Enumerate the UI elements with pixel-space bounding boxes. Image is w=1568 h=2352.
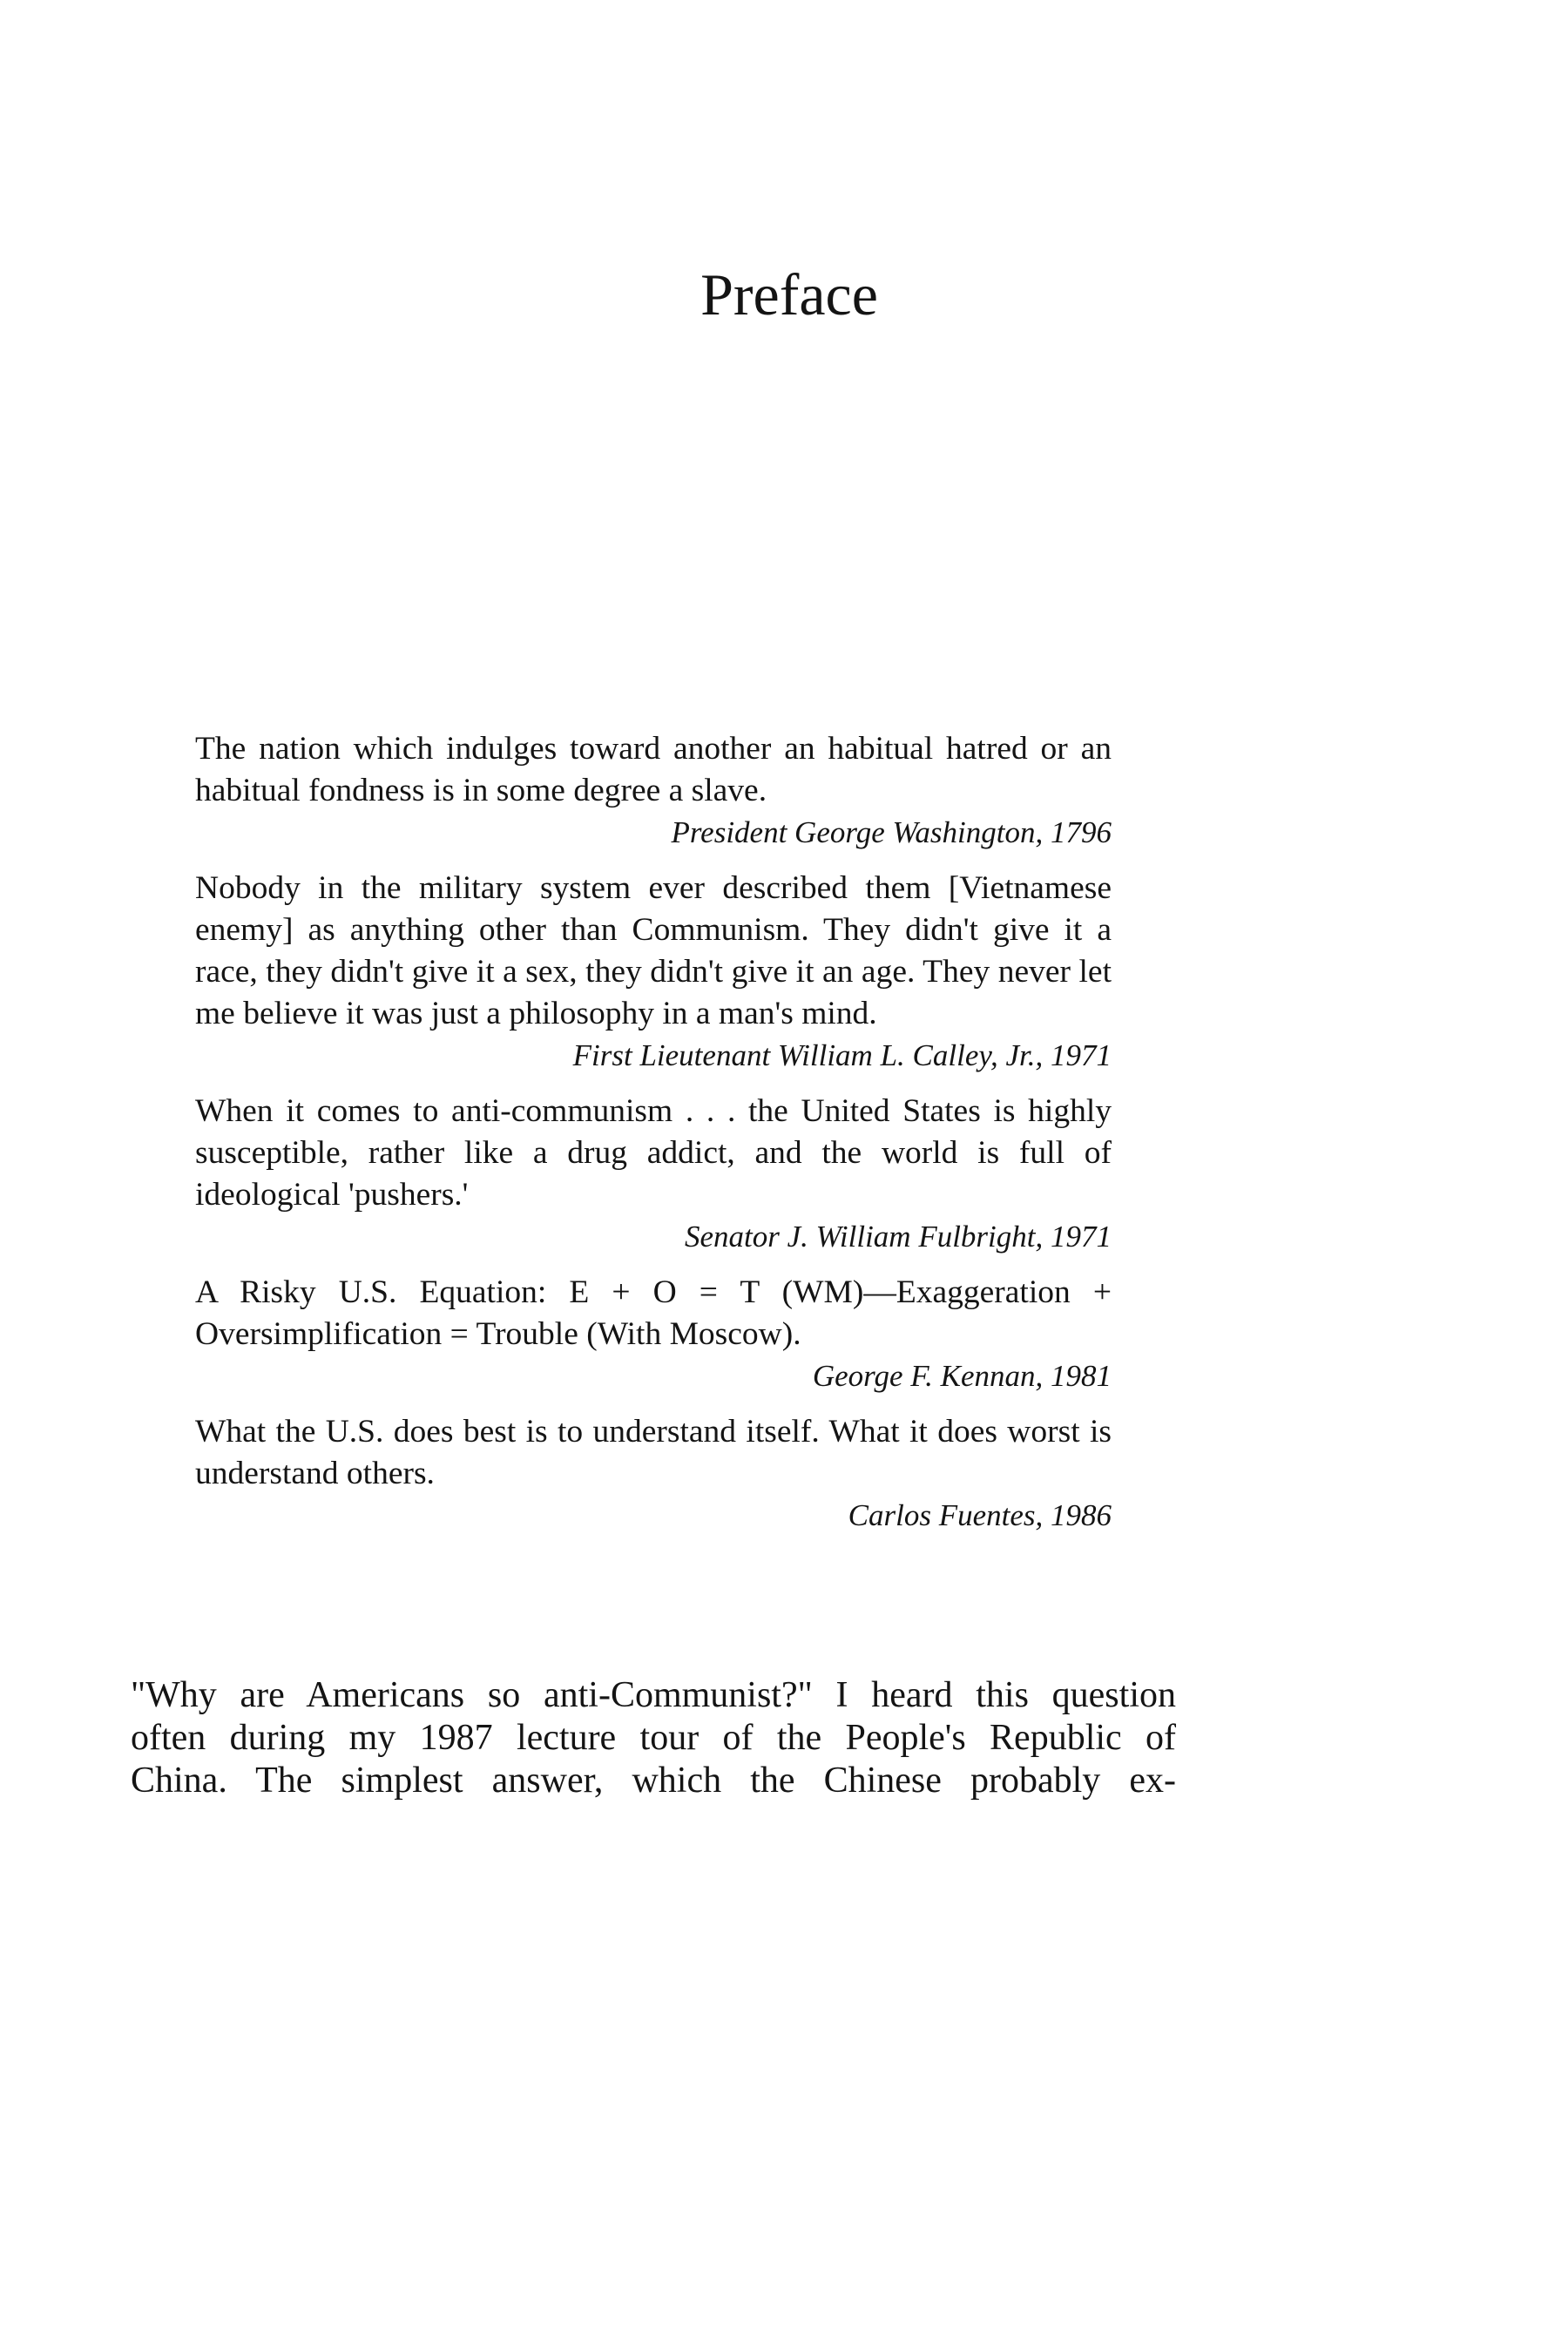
epigraph bbox=[195, 868, 1112, 1077]
epigraph-attribution: President George Washington, 1796 bbox=[671, 815, 1112, 849]
page-title: Preface bbox=[700, 261, 878, 328]
body-line: China. The simplest answer, which the Chinese probably ex- bbox=[131, 1761, 1176, 1801]
epigraph bbox=[195, 1411, 1112, 1537]
epigraph bbox=[195, 728, 1112, 854]
epigraph-quote: Nobody in the military system ever described them [Vietnamese enemy] as anything other than Communism. They didn't give it a race, they didn't give it a sex, they didn't give it an age. They never let me believe it was just a philosophy in a man's mind. bbox=[195, 870, 1112, 1031]
epigraph-quote: When it comes to anti-communism . . . the United States is highly susceptible, rather like a drug addict, and the world is full of ideological 'pushers.' bbox=[195, 1093, 1112, 1213]
epigraph-attribution: George F. Kennan, 1981 bbox=[812, 1359, 1112, 1393]
epigraph bbox=[195, 1091, 1112, 1258]
body-line: often during my 1987 lecture tour of the People's Republic of bbox=[131, 1718, 1176, 1758]
epigraph-attribution: First Lieutenant William L. Calley, Jr., 1971 bbox=[572, 1038, 1112, 1072]
epigraphs bbox=[195, 728, 1112, 1551]
epigraph-attribution: Carlos Fuentes, 1986 bbox=[848, 1498, 1112, 1532]
body-paragraph bbox=[131, 1674, 1176, 1802]
epigraph-quote: The nation which indulges toward another an habitual hatred or an habitual fondness is in some degree a slave. bbox=[195, 731, 1112, 808]
epigraph-quote: A Risky U.S. Equation: E + O = T (WM)—Exaggeration + Oversimplification = Trouble (With Moscow). bbox=[195, 1274, 1112, 1352]
epigraph bbox=[195, 1272, 1112, 1397]
body-line: "Why are Americans so anti-Communist?" I heard this question bbox=[131, 1675, 1176, 1715]
epigraph-quote: What the U.S. does best is to understand itself. What it does worst is understand others. bbox=[195, 1414, 1112, 1491]
epigraph-attribution: Senator J. William Fulbright, 1971 bbox=[685, 1220, 1112, 1254]
